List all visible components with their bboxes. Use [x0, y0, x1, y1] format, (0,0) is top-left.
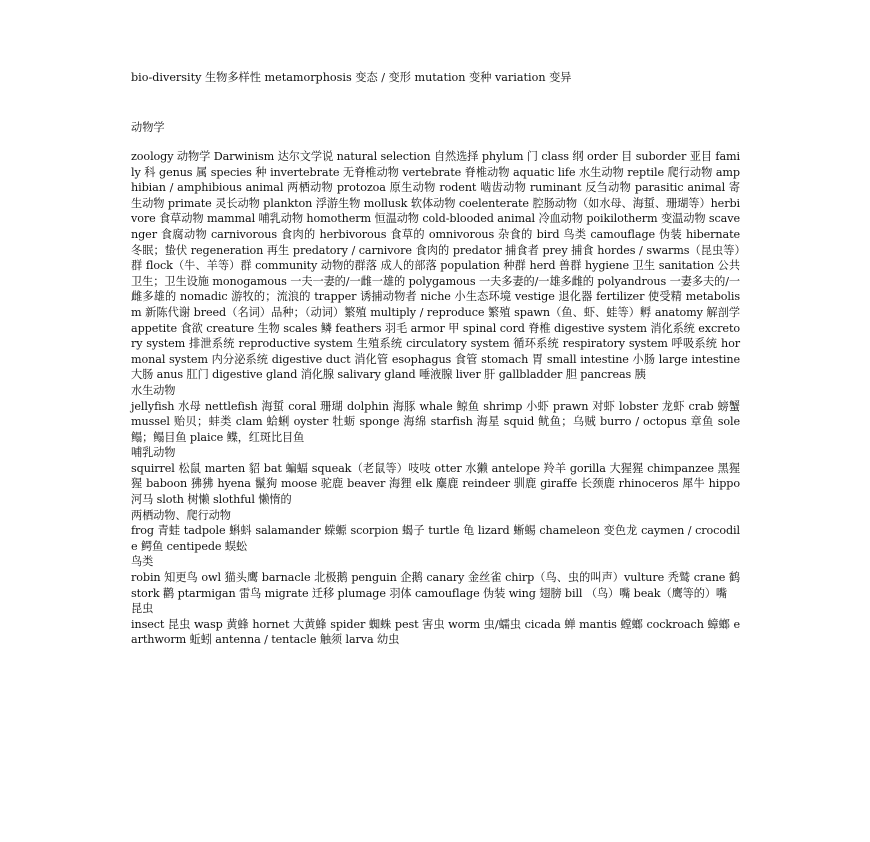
- section-aquatic: [131, 383, 740, 445]
- section-general-body: zoology 动物学 Darwinism 达尔文学说 natural selection 自然选择 phylum 门 class 纲 order 目 suborder 亚目 family 科 genus 属 species 种 invertebrate 无脊椎动物 vertebrate 脊椎动物 aquatic life 水生动物 reptile 爬行动物 amphibian / amphibious animal 两栖动物 protozoa 原生动物 rodent 啮齿动物 ruminant 反刍动物 parasitic animal 寄生动物 primate 灵长动物 plankton 浮游生物 mollusk 软体动物 coelenterate 腔肠动物（如水母、海蜇、珊瑚等）herbivore 食草动物 mammal 哺乳动物 homotherm 恒温动物 cold-blooded animal 冷血动物 poikilotherm 变温动物 scavenger 食腐动物 carnivorous 食肉的 herbivorous 食草的 omnivorous 杂食的 bird 鸟类 camouflage 伪装 hibernate 冬眠；蛰伏 regeneration 再生 predatory / carnivore 食肉的 predator 捕食者 prey 捕食 hordes / swarms（昆虫等）群 flock（牛、羊等）群 community 动物的群落 成人的部落 population 种群 herd 兽群 hygiene 卫生 sanitation 公共卫生；卫生设施 monogamous 一夫一妻的/一雌一雄的 polygamous 一夫多妻的/一雄多雌的 polyandrous 一妻多夫的/一雌多雄的 nomadic 游牧的；流浪的 trapper 诱捕动物者 niche 小生态环境 vestige 退化器 fertilizer 使受精 metabolism 新陈代谢 breed（名词）品种；（动词）繁殖 multiply / reproduce 繁殖 spawn（鱼、虾、蛙等）孵 anatomy 解剖学 appetite 食欲 creature 生物 scales 鳞 feathers 羽毛 armor 甲 spinal cord 脊椎 digestive system 消化系统 excretory system 排泄系统 reproductive system 生殖系统 circulatory system 循环系统 respiratory system 呼吸系统 hormonal system 内分泌系统 digestive duct 消化管 esophagus 食管 stomach 胃 small intestine 小肠 large intestine 大肠 anus 肛门 digestive gland 消化腺 salivary gland 唾液腺 liver 肝 gallbladder 胆 pancreas 胰: [131, 150, 740, 382]
- section-insects: [131, 601, 740, 648]
- section-insects-body: insect 昆虫 wasp 黄蜂 hornet 大黄蜂 spider 蜘蛛 pest 害虫 worm 虫/蠕虫 cicada 蝉 mantis 螳螂 cockroach 蟑螂 earthworm 蚯蚓 antenna / tentacle 触须 larva 幼虫: [131, 617, 740, 647]
- section-amphibians-reptiles: [131, 508, 740, 555]
- section-amphibians-reptiles-body: frog 青蛙 tadpole 蝌蚪 salamander 蝾螈 scorpion 蝎子 turtle 龟 lizard 蜥蜴 chameleon 变色龙 caymen / crocodile 鳄鱼 centipede 蜈蚣: [131, 524, 740, 553]
- section-mammals: [131, 445, 740, 507]
- section-birds-body: robin 知更鸟 owl 猫头鹰 barnacle 北极鹅 penguin 企鹅 canary 金丝雀 chirp（鸟、虫的叫声）vulture 秃鹫 crane 鹤 stork 鹳 ptarmigan 雷鸟 migrate 迁移 plumage 羽体 camouflage 伪装 wing 翅膀 bill （鸟）嘴 beak（鹰等的）嘴: [131, 571, 740, 600]
- section-birds: [131, 554, 740, 601]
- section-general: [131, 149, 740, 383]
- section-amphibians-reptiles-title: 两栖动物、爬行动物: [131, 508, 231, 522]
- section-mammals-title: 哺乳动物: [131, 446, 176, 460]
- vocabulary-body: [131, 149, 740, 648]
- intro-line: bio-diversity 生物多样性 metamorphosis 变态 / 变形 mutation 变种 variation 变异: [131, 71, 572, 84]
- section-mammals-body: squirrel 松鼠 marten 貂 bat 蝙蝠 squeak（老鼠等）吱吱 otter 水獭 antelope 羚羊 gorilla 大猩猩 chimpanzee 黑猩猩 baboon 狒狒 hyena 鬣狗 moose 驼鹿 beaver 海狸 elk 麋鹿 reindeer 驯鹿 giraffe 长颈鹿 rhinoceros 犀牛 hippo 河马 sloth 树懒 slothful 懒惰的: [131, 461, 740, 507]
- section-birds-title: 鸟类: [131, 555, 154, 569]
- section-aquatic-title: 水生动物: [131, 383, 176, 397]
- section-aquatic-body: jellyfish 水母 nettlefish 海蜇 coral 珊瑚 dolphin 海豚 whale 鲸鱼 shrimp 小虾 prawn 对虾 lobster 龙虾 crab 螃蟹 mussel 贻贝；蚌类 clam 蛤蜊 oyster 牡蛎 sponge 海绵 starfish 海星 squid 鱿鱼；乌贼 burro / octopus 章鱼 sole 鳎；鳎目鱼 plaice 鲽，红斑比目鱼: [131, 399, 740, 444]
- section-insects-title: 昆虫: [131, 602, 154, 616]
- zoology-heading: 动物学: [131, 121, 165, 134]
